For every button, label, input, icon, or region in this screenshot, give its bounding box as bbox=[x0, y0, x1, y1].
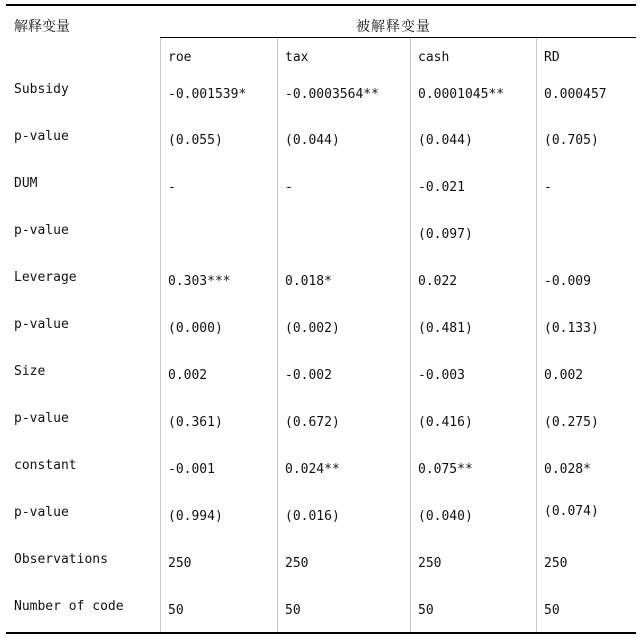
explanatory-variable-header: 解释变量 bbox=[14, 19, 70, 35]
table-cell: -0.001 bbox=[168, 462, 215, 477]
dependent-variable-header: 被解释变量 bbox=[356, 19, 431, 35]
table-cell: 0.0001045** bbox=[418, 87, 505, 102]
table-cell: 0.022 bbox=[418, 274, 458, 289]
row-label: p-value bbox=[14, 411, 69, 426]
column-header-tax: tax bbox=[285, 50, 309, 65]
table-cell: (0.000) bbox=[168, 321, 223, 336]
row-label: p-value bbox=[14, 317, 69, 332]
header-sub-rule bbox=[160, 37, 636, 38]
table-cell: -0.002 bbox=[285, 368, 332, 383]
table-cell: 250 bbox=[285, 556, 309, 571]
table-cell: (0.016) bbox=[285, 509, 340, 524]
row-label: Number of code bbox=[14, 599, 124, 614]
table-cell: - bbox=[544, 180, 552, 195]
table-cell: (0.672) bbox=[285, 415, 340, 430]
table-cell: 0.000457 bbox=[544, 87, 607, 102]
table-cell: (0.040) bbox=[418, 509, 473, 524]
table-bottom-rule bbox=[6, 632, 636, 634]
table-cell: 250 bbox=[544, 556, 568, 571]
table-cell: 0.075** bbox=[418, 462, 473, 477]
table-cell: 0.028* bbox=[544, 462, 591, 477]
column-header-roe: roe bbox=[168, 50, 192, 65]
table-cell: - bbox=[285, 180, 293, 195]
row-label: DUM bbox=[14, 176, 38, 191]
table-cell: - bbox=[168, 180, 176, 195]
column-header-rd: RD bbox=[544, 50, 560, 65]
table-cell: -0.0003564** bbox=[285, 87, 379, 102]
table-cell: -0.009 bbox=[544, 274, 591, 289]
table-cell: (0.055) bbox=[168, 133, 223, 148]
table-cell: (0.705) bbox=[544, 133, 599, 148]
row-label: constant bbox=[14, 458, 77, 473]
table-cell: 0.002 bbox=[544, 368, 584, 383]
column-divider bbox=[277, 38, 278, 632]
table-cell: 250 bbox=[168, 556, 192, 571]
table-cell: 50 bbox=[544, 603, 560, 618]
row-label: p-value bbox=[14, 129, 69, 144]
column-header-cash: cash bbox=[418, 50, 450, 65]
table-cell: (0.133) bbox=[544, 321, 599, 336]
table-cell: (0.361) bbox=[168, 415, 223, 430]
row-label: p-value bbox=[14, 223, 69, 238]
table-cell: (0.044) bbox=[285, 133, 340, 148]
table-cell: 0.303*** bbox=[168, 274, 231, 289]
table-cell: 0.018* bbox=[285, 274, 332, 289]
table-cell: 250 bbox=[418, 556, 442, 571]
table-cell: (0.044) bbox=[418, 133, 473, 148]
table-cell: -0.021 bbox=[418, 180, 465, 195]
row-label: Subsidy bbox=[14, 82, 69, 97]
table-cell: (0.002) bbox=[285, 321, 340, 336]
table-cell: (0.994) bbox=[168, 509, 223, 524]
row-label: Observations bbox=[14, 552, 108, 567]
table-cell: (0.275) bbox=[544, 415, 599, 430]
table-cell: (0.097) bbox=[418, 227, 473, 242]
column-divider bbox=[536, 38, 537, 632]
table-cell: -0.001539* bbox=[168, 87, 247, 102]
table-cell: (0.416) bbox=[418, 415, 473, 430]
table-cell: (0.481) bbox=[418, 321, 473, 336]
table-cell: 50 bbox=[418, 603, 434, 618]
table-cell: (0.074) bbox=[544, 504, 599, 519]
row-label: Leverage bbox=[14, 270, 77, 285]
table-cell: 50 bbox=[285, 603, 301, 618]
table-cell: 0.024** bbox=[285, 462, 340, 477]
table-cell: 0.002 bbox=[168, 368, 208, 383]
table-cell: 50 bbox=[168, 603, 184, 618]
column-divider bbox=[160, 38, 161, 632]
table-top-rule bbox=[6, 4, 636, 6]
row-label: Size bbox=[14, 364, 46, 379]
row-label: p-value bbox=[14, 505, 69, 520]
table-cell: -0.003 bbox=[418, 368, 465, 383]
column-divider bbox=[410, 38, 411, 632]
